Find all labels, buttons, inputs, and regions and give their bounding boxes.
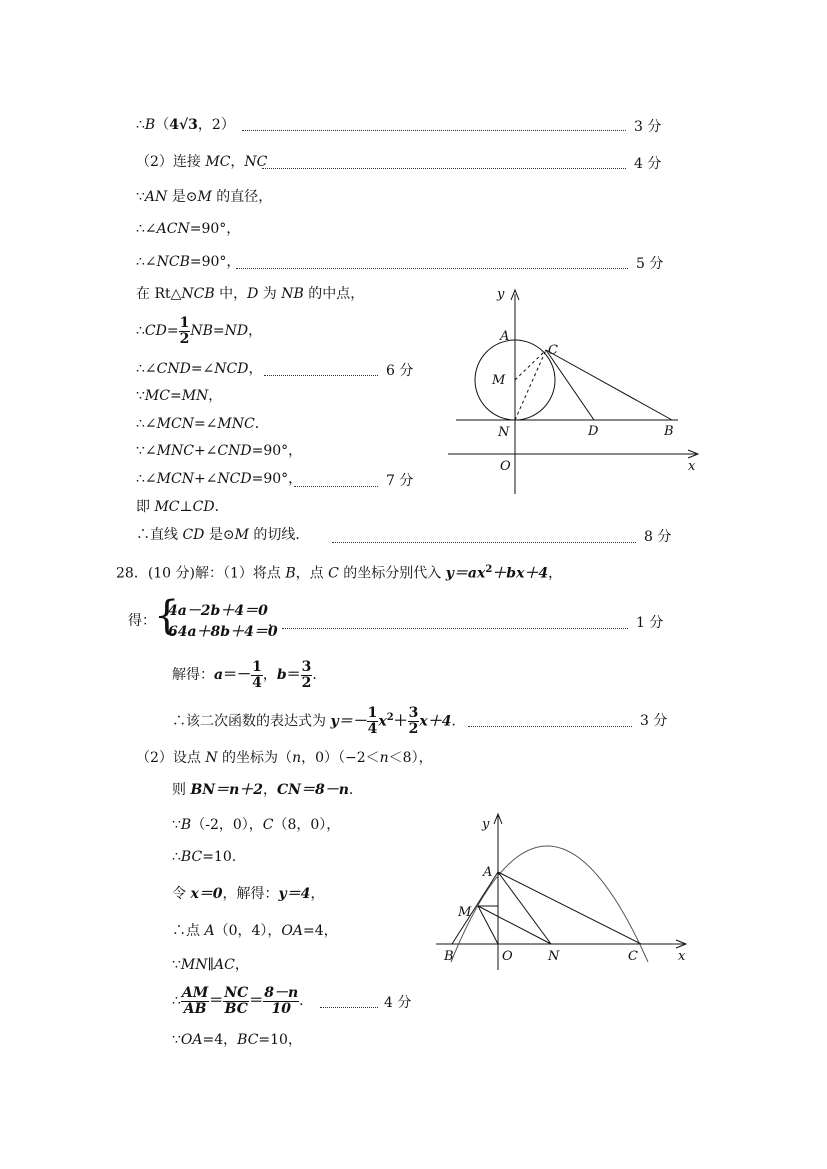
fraction-8-n-10: $\frac{8-n}{10}$ (264, 984, 299, 1017)
part2-set-n: （2）设点 N 的坐标为（n，0）（−2＜n＜8）， (136, 750, 433, 766)
solution-a-b: 解得：a＝－ $\frac{1}{4}$ ，b＝ $\frac{3}{2}$ ． (172, 658, 327, 691)
fig1-label-m: M (492, 373, 506, 388)
figure-circle-tangent (440, 280, 710, 500)
score-4b: 4 分 (384, 995, 412, 1011)
fig1-label-n: N (498, 425, 510, 440)
line-oa-bc: ∵OA=4，BC=10， (172, 1032, 302, 1048)
score-5: 5 分 (636, 256, 664, 272)
fraction-one-quarter: $\frac{1}{4}$ (252, 658, 262, 691)
fig2-label-x: x (678, 949, 686, 964)
line-a-coord: ∴点 A（0，4），OA=4， (172, 923, 338, 939)
dotted-leader (262, 168, 626, 169)
fraction-am-ab: $\frac{AM}{AB}$ (181, 984, 209, 1017)
line-an-diameter: ∵AN 是⊙M 的直径， (136, 189, 273, 205)
score-8: 8 分 (644, 529, 672, 545)
fig2-label-c: C (628, 949, 638, 964)
fig2-label-o: O (502, 949, 513, 964)
system-eq1: 4a－2b＋4＝0 (168, 603, 268, 619)
line-mnc-cnd: ∵∠MNC+∠CND=90°， (136, 443, 303, 459)
dotted-leader (236, 268, 628, 269)
line-b-coord: ∴B（4√3，2） (136, 117, 235, 133)
fig1-label-a: A (500, 329, 510, 344)
fraction-three-halves: $\frac{3}{2}$ (301, 658, 312, 691)
line-b-c-coords: ∵B（-2，0），C（8，0）， (172, 817, 341, 833)
line-mc-mn: ∵MC=MN， (136, 388, 223, 404)
quadratic-expression: ∴该二次函数的表达式为 y＝－ $\frac{1}{4}$ $x^2+$ $\frac{3}{2}$ x＋4． (172, 705, 466, 738)
line-rt-triangle: 在 Rt△NCB 中，D 为 NB 的中点， (136, 286, 365, 302)
line-bn-cn: 则 BN＝n＋2，CN＝8－n． (172, 782, 363, 798)
q28-intro: 28．(10 分)解：（1）将点 B，点 C 的坐标分别代入 $y=ax^2+bx+4$， (116, 564, 563, 582)
line-cd-half-nb: ∴CD= $\frac{1}{2}$ NB=ND， (136, 314, 263, 347)
line-bc-10: ∴BC=10. (172, 849, 237, 865)
system-tail: ， (268, 614, 282, 630)
score-4: 4 分 (634, 156, 662, 172)
score-6: 6 分 (386, 363, 414, 379)
score-1: 1 分 (636, 615, 664, 631)
line-mn-parallel-ac: ∵MN∥AC， (172, 957, 249, 973)
dotted-leader (264, 375, 378, 376)
fig2-label-y: y (482, 817, 490, 832)
system-eq2: 64a＋8b＋4＝0 (168, 624, 278, 640)
dotted-leader (468, 726, 632, 727)
line-mc-perp-cd: 即 MC⊥CD． (136, 499, 229, 515)
fig1-label-y: y (497, 287, 505, 302)
fig1-label-c: C (548, 343, 558, 358)
fraction-one-half: $\frac{1}{2}$ (179, 314, 190, 347)
line-ratio: ∴ $\frac{AM}{AB}$ ＝ $\frac{NC}{BC}$ ＝ $\frac{8-n}{10}$ ． (172, 984, 314, 1017)
system-label: 得： (128, 613, 156, 629)
line-ncb-90: ∴∠NCB=90°， (136, 254, 241, 270)
dotted-leader (294, 486, 378, 487)
dotted-leader (320, 1007, 378, 1008)
system-brace: { (154, 593, 180, 639)
fig1-label-d: D (588, 424, 599, 439)
line-connect-mc-nc: （2）连接 MC，NC (136, 154, 268, 170)
fraction-one-quarter: $\frac{1}{4}$ (367, 705, 378, 738)
dotted-leader (282, 628, 628, 629)
fraction-three-halves: $\frac{3}{2}$ (408, 705, 419, 738)
line-mcn-mnc: ∴∠MCN=∠MNC． (136, 416, 269, 432)
fig1-label-o: O (500, 459, 511, 474)
line-cnd-ncd: ∴∠CND=∠NCD， (136, 361, 263, 377)
score-3b: 3 分 (640, 713, 668, 729)
line-x0-y4: 令 x＝0，解得：y＝4， (172, 886, 325, 902)
line-acn-90: ∴∠ACN=90°， (136, 221, 241, 237)
fig2-label-n: N (548, 949, 560, 964)
line-tangent-conclusion: ∴直线 CD 是⊙M 的切线． (136, 527, 310, 543)
fig1-label-b: B (664, 424, 674, 439)
line-mcn-ncd: ∴∠MCN+∠NCD=90°， (136, 471, 303, 487)
fig2-label-b: B (444, 949, 454, 964)
score-3: 3 分 (634, 119, 662, 135)
score-7: 7 分 (386, 473, 414, 489)
dotted-leader (242, 130, 626, 131)
fig1-label-x: x (688, 459, 696, 474)
figure-parabola (430, 810, 700, 970)
fraction-nc-bc: $\frac{NC}{BC}$ (224, 984, 249, 1017)
fig2-label-m: M (458, 905, 472, 920)
fig2-label-a: A (483, 865, 493, 880)
dotted-leader (332, 542, 636, 543)
